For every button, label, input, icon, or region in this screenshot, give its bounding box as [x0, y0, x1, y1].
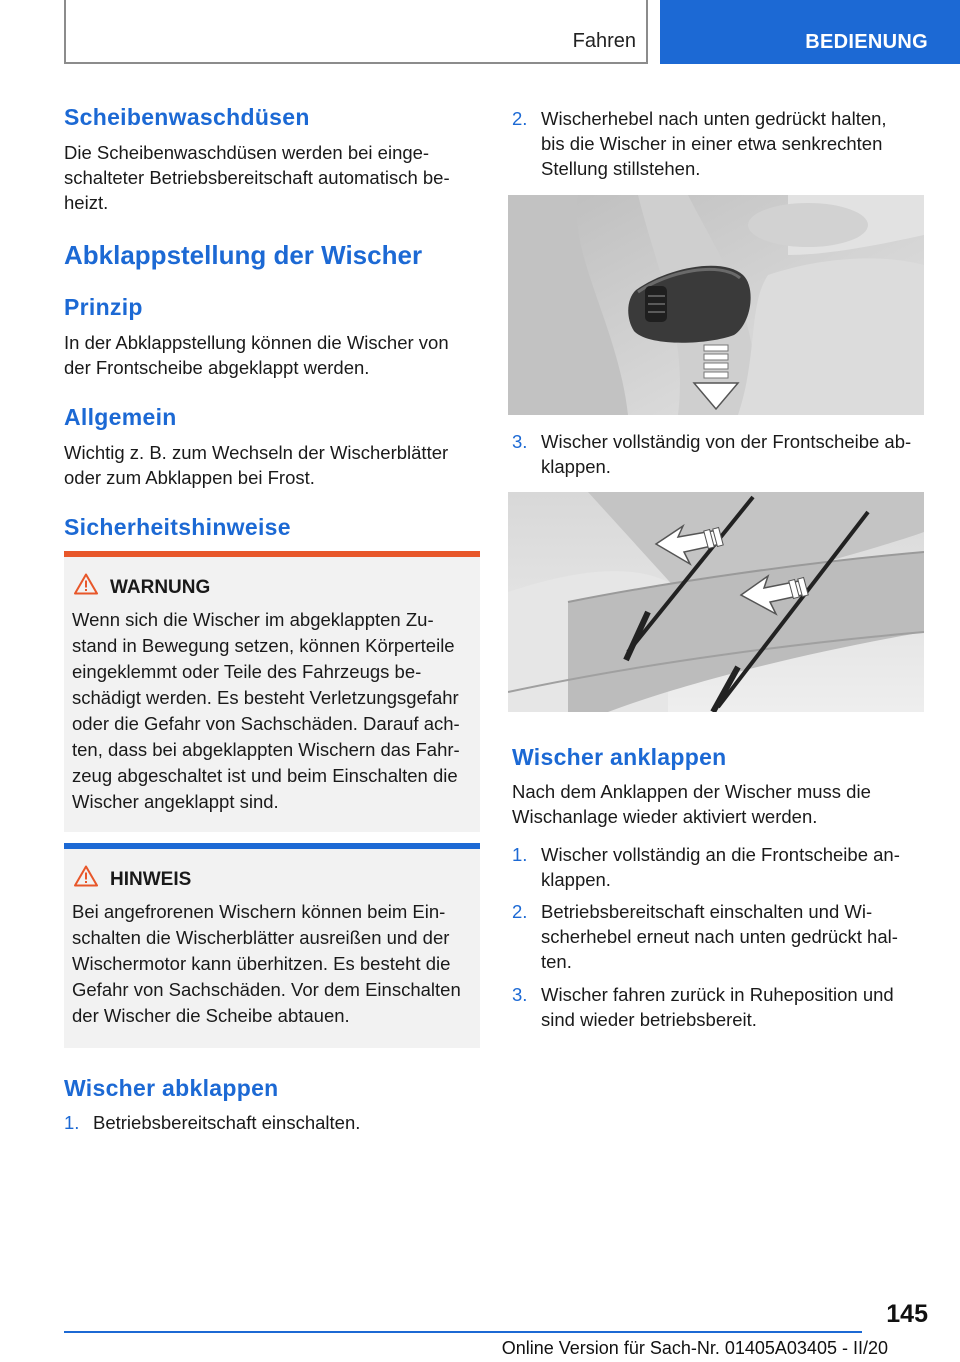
footer-version-text: Online Version für Sach-Nr. 01405A03405 - II/20 — [501, 1338, 888, 1358]
header-section-title: Fahren — [572, 30, 636, 52]
heading-scheibenwaschduesen: Scheibenwaschdüsen — [64, 104, 310, 130]
warning-text: Wenn sich die Wischer im abgeklappten Zu- stand in Bewegung setzen, können Körperteile eingeklemmt oder Teile des Fahrzeugs be- schädigt werden. Es besteht Verletzungsgefahr oder die Gefahr von Sachschäden. Darauf ach- ten, dass bei abgeklappten Wischern das Fahr- zeug abgeschaltet ist und beim Einschalten die Wischer angeklappt sind. — [72, 609, 460, 812]
step-text: Wischer fahren zurück in Ruheposition und sind wieder betriebsbereit. — [541, 984, 894, 1030]
notice-box — [64, 843, 480, 1048]
paragraph-allgemein: Wichtig z. B. zum Wechseln der Wischerblätter oder zum Abklappen bei Frost. — [64, 442, 449, 488]
warning-title: WARNUNG — [110, 577, 211, 598]
footer-divider — [64, 1331, 862, 1333]
step-text: Betriebsbereitschaft einschalten und Wi- scherhebel erneut nach unten gedrückt hal- ten. — [541, 901, 898, 972]
wiper-fold-illustration — [508, 492, 924, 712]
list-item — [512, 106, 932, 181]
page-number: 145 — [886, 1300, 928, 1328]
list-item — [512, 429, 932, 479]
list-item — [512, 982, 932, 1032]
list-item — [512, 842, 932, 892]
heading-wischer-anklappen: Wischer anklappen — [512, 744, 727, 770]
warning-box — [64, 551, 480, 832]
notice-title: HINWEIS — [110, 869, 192, 890]
warning-triangle-icon — [74, 573, 98, 595]
step-text: Wischerhebel nach unten gedrückt halten, bis die Wischer in einer etwa senkrechten Stellung stillstehen. — [541, 108, 887, 179]
step-number: 3. — [512, 984, 528, 1005]
step-number: 2. — [512, 108, 528, 129]
step-number: 3. — [512, 431, 528, 452]
step-number: 1. — [64, 1112, 80, 1133]
wiper-lever-illustration — [508, 195, 924, 415]
step-text: Wischer vollständig an die Frontscheibe an- klappen. — [541, 844, 900, 890]
heading-allgemein: Allgemein — [64, 404, 177, 430]
step-number: 1. — [512, 844, 528, 865]
header-frame — [64, 0, 648, 64]
paragraph-prinzip: In der Abklappstellung können die Wischer von der Frontscheibe abgeklappt werden. — [64, 332, 449, 378]
step-text: Betriebsbereitschaft einschalten. — [93, 1112, 361, 1133]
paragraph-anklappen: Nach dem Anklappen der Wischer muss die Wischanlage wieder aktiviert werden. — [512, 781, 871, 827]
notice-text: Bei angefrorenen Wischern können beim Ein- schalten die Wischerblätter ausreißen und der Wischermotor kann überhitzen. Es besteht die Gefahr von Sachschäden. Vor dem Einschalten der Wischer die Scheibe abtauen. — [72, 901, 461, 1026]
heading-sicherheitshinweise: Sicherheitshinweise — [64, 514, 291, 540]
heading-abklappstellung: Abklappstellung der Wischer — [64, 240, 423, 270]
list-item — [64, 1110, 484, 1135]
notice-triangle-icon — [74, 865, 98, 887]
paragraph-scheibenwaschduesen: Die Scheibenwaschdüsen werden bei einge- schalteter Betriebsbereitschaft automatisch be- heizt. — [64, 142, 450, 213]
header-chapter-tab: BEDIENUNG — [660, 0, 960, 64]
heading-prinzip: Prinzip — [64, 294, 143, 320]
step-number: 2. — [512, 901, 528, 922]
heading-wischer-abklappen: Wischer abklappen — [64, 1075, 279, 1101]
step-text: Wischer vollständig von der Frontscheibe ab- klappen. — [541, 431, 912, 477]
list-item — [512, 899, 932, 974]
